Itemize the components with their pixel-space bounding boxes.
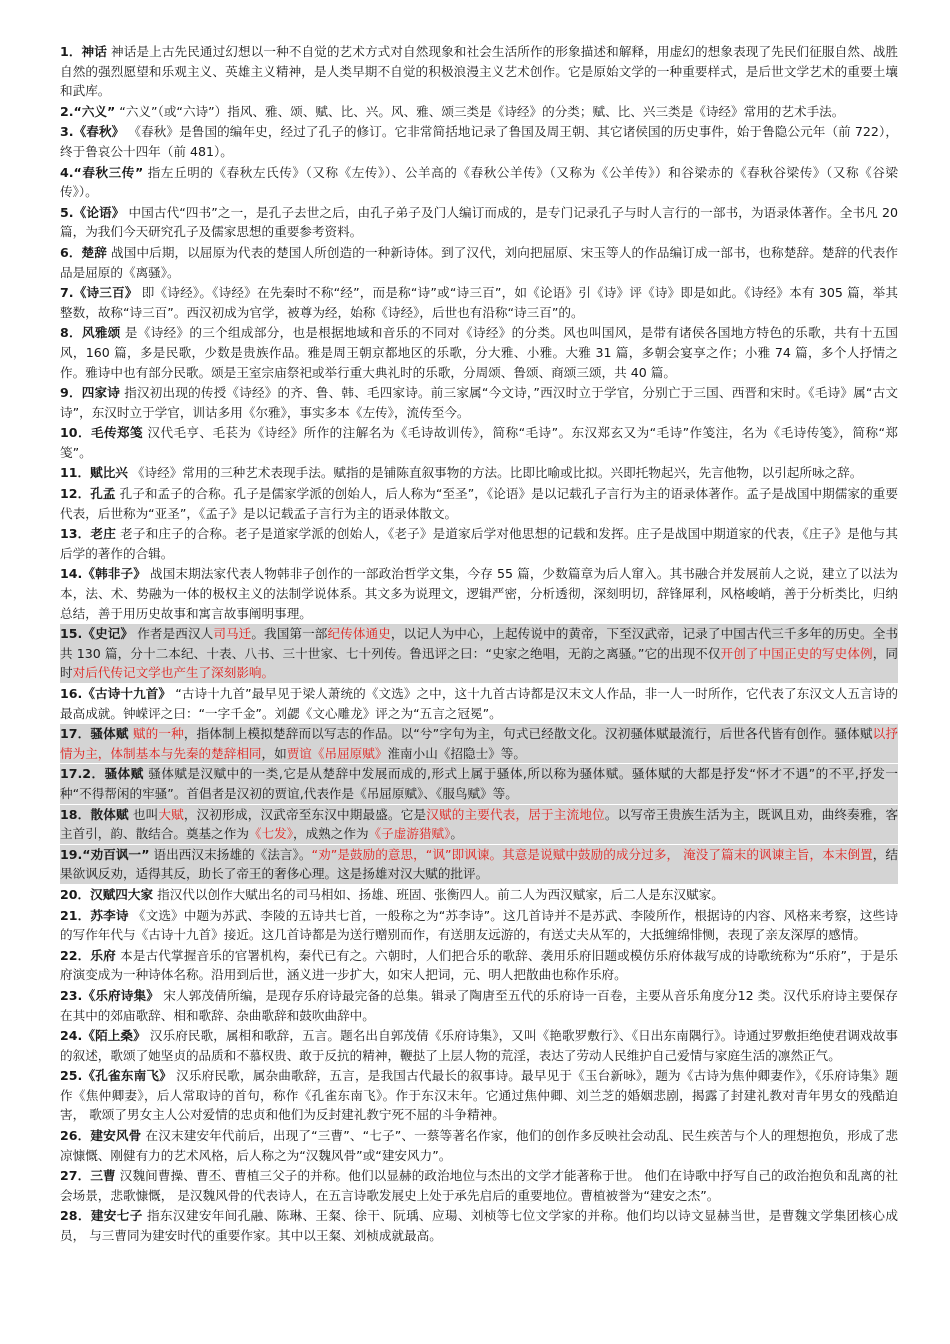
glossary-entry [60,764,898,803]
entry-term: 18．散体赋 [60,806,129,822]
glossary-entry [60,684,898,723]
entry-term: 1．神话 [60,44,107,59]
entry-term: 6．楚辞 [60,244,107,260]
entry-text: 作者是西汉人 [133,626,214,642]
entry-term: 20．汉赋四大家 [60,886,154,902]
glossary-entry [60,423,898,462]
entry-term: 5.《论语》 [60,204,125,220]
glossary-entry [60,1206,898,1245]
entry-text: 《文选》中题为苏武、李陵的五诗共七首，一般称之为“苏李诗”。这几首诗并不是苏武、李陵所作，根据诗的内容、风格来考察，这些诗的写作年代与《古诗十九首》接近。这几首诗都是为送行赠别而作，有送朋友远游的，有送丈夫从军的，大抵缠绵悱恻，表现了亲友深厚的感情。 [60,907,898,943]
entry-text: ，以记人为中心，上起传说中的黄帝，下至汉武帝，记录了中国古代三千多年的历史。全书共 130 篇，分十二本纪、十表、八书、三十世家、七十列传。鲁迅评之曰：“史家之绝唱，无韵之离骚。”它的出现不仅 [60,626,899,661]
glossary-entry [60,122,898,161]
entry-text: ，成熟之作为 [292,826,369,842]
highlighted-text: 汉赋的主要代表，居于主流地位 [426,806,605,822]
entry-term: 11．赋比兴 [60,465,128,481]
entry-text: 《诗经》常用的三种艺术表现手法。赋指的是铺陈直叙事物的方法。比即比喻或比拟。兴即托物起兴，先言他物，以引起所咏之辞。 [127,465,863,481]
entry-text: 指东汉建安年间孔融、陈琳、王粲、徐干、阮瑀、应瑒、刘桢等七位文学家的并称。他们均以诗文显赫当世，是曹魏文学集团核心成员， 与三曹同为建安时代的重要作家。其中以王粲、刘桢成就最高。 [60,1208,898,1244]
glossary-entry [60,845,898,884]
entry-term: 4.“春秋三传” [60,164,144,180]
entry-term: 14.《韩非子》 [60,566,146,582]
entry-text: 汉乐府民歌，属杂曲歌辞，五言，是我国古代最长的叙事诗。最早见于《玉台新咏》，题为《古诗为焦仲卿妻作》，《乐府诗集》题作《焦仲卿妻》，后人常取诗的首句，称作《孔雀东南飞》。作于东汉末年。它通过焦仲卿、刘兰芝的婚姻悲剧，揭露了封建礼教对青年男女的残酷迫害， 歌颂了男女主人公对爱情的忠贞和他们为反封建礼教宁死不屈的斗争精神。 [60,1068,898,1123]
entry-term: 23.《乐府诗集》 [60,987,160,1003]
glossary-entry [60,283,898,322]
entry-term: 21．苏李诗 [60,907,129,923]
glossary-entry [60,986,898,1025]
glossary-entry [60,624,898,683]
highlighted-text: 开创了中国正史的写史体例 [720,645,873,661]
entry-term: 24.《陌上桑》 [60,1028,146,1044]
entry-text: 战国末期法家代表人物韩非子创作的一部政治哲学文集，今存 55 篇，少数篇章为后人窜入。其书融合并发展前人之说，建立了以法为本，法、术、势融为一体的极权主义的法制学说体系。其文多为说理文，逻辑严密，分析透彻，深刻明切，辞锋犀利，风格峻峭，善于分析类比，归纳总结，善于用历史故事和寓言故事阐明事理。 [60,566,898,621]
entry-text: 老子和庄子的合称。老子是道家学派的创始人，《老子》是道家后学对他思想的记载和发挥。庄子是战国中期道家的代表，《庄子》是他与其后学的著作的合辑。 [60,526,899,561]
entry-text: ，同时 [60,645,899,681]
glossary-entry [60,1126,898,1165]
entry-text: 也叫 [128,806,159,822]
highlighted-text: 以抒情为主，体制基本与先秦的楚辞相同 [60,726,898,761]
entry-text: “六义”（或“六诗”）指风、雅、颂、赋、比、兴。风、雅、颂三类是《诗经》的分类；赋、比、兴三类是《诗经》常用的艺术手法。 [115,103,845,119]
glossary-entry [60,484,898,523]
entry-text: 。 [450,826,463,842]
highlighted-text: “劝”是鼓励的意思，“讽”即讽谏。其意是说赋中鼓励的成分过多， 淹没了篇末的讽谏主旨，本末倒置 [311,846,873,862]
glossary-entry [60,203,898,242]
highlighted-text: 对后代传记文学也产生了深刻影响。 [72,665,275,681]
entry-text: 中国古代“四书”之一，是孔子去世之后，由孔子弟子及门人编订而成的，是专门记录孔子与时人言行的一部书，为语录体著作。全书凡 20 篇，为我们今天研究孔子及儒家思想的重要参考资料。 [60,204,898,240]
entry-text: ，结果欲讽反劝，适得其反，助长了帝王的奢侈心理。这是扬雄对汉大赋的批评。 [60,846,898,882]
glossary-entry [60,946,898,985]
entry-text: 。以写帝王贵族生活为主，既讽且劝，曲终奏雅，客主首引，韵、散结合。奠基之作为 [60,806,899,842]
entry-text: 指左丘明的《春秋左氏传》（又称《左传》）、公羊高的《春秋公羊传》（又称为《公羊传》）和谷梁赤的《春秋谷梁传》（又称《谷梁传》）。 [60,164,898,200]
entry-text: ，汉初形成，汉武帝至东汉中期最盛。它是 [183,806,427,822]
entry-text: 神话是上古先民通过幻想以一种不自觉的艺术方式对自然现象和社会生活所作的形象描述和解释，用虚幻的想象表现了先民们征服自然、战胜自然的强烈愿望和乐观主义、英雄主义精神，是人类早期不自觉的积极浪漫主义艺术创作。它是原始文学的一种重要样式，是后世文学艺术的重要土壤和武库。 [60,44,898,99]
entry-text: 淮南小山《招隐士》等。 [387,745,526,761]
entry-term: 16.《古诗十九首》 [60,686,172,701]
entry-text: 是《诗经》的三个组成部分，也是根据地域和音乐的不同对《诗经》的分类。风也叫国风，是带有诸侯各国地方特色的乐歌，共有十五国风，160 篇，多是民歌，少数是贵族作品。雅是周王朝京都地区的乐歌，分大雅、小雅。大雅 31 篇，多朝会宴享之作；小雅 74 篇，多个人抒情之作。雅诗中也有部分民歌。颂是王室宗庙祭祀或举行重大典礼时的乐歌，分周颂、鲁颂、商颂三颂，共 40 篇。 [60,325,898,380]
glossary-entry [60,383,898,422]
entry-text: 汉魏间曹操、曹丕、曹植三父子的并称。他们以显赫的政治地位与杰出的文学才能著称于世。 他们在诗歌中抒写自己的政治抱负和乱离的社会场景，悲歌慷慨， 是汉魏风骨的代表诗人，在五言诗歌发展史上处于承先启后的重要地位。曹植被誉为“建安之杰”。 [60,1168,898,1203]
glossary-entry [60,323,898,382]
glossary-entry [60,463,898,483]
glossary-entry [60,163,898,202]
entry-term: 27．三曹 [60,1168,116,1184]
entry-text: 汉代毛亨、毛苌为《诗经》所作的注解名为《毛诗故训传》，简称“毛诗”。东汉郑玄又为“毛诗”作笺注，名为《毛诗传笺》，简称“郑笺”。 [60,425,898,460]
highlighted-text: 司马迁 [213,626,252,642]
glossary-entry [60,885,898,905]
highlighted-text: 大赋 [158,806,184,822]
glossary-entry [60,724,898,763]
entry-term: 10．毛传郑笺 [60,425,144,441]
entry-term: 22．乐府 [60,947,116,963]
entry-text: 即《诗经》。《诗经》在先秦时不称“经”，而是称“诗”或“诗三百”，如《论语》引《诗》评《诗》即是如此。《诗经》本有 305 篇，举其整数，故称“诗三百”。西汉初成为官学，被尊为经，始称《诗经》，后世也有沿称“诗三百”的。 [60,285,898,320]
entry-text: 。我国第一部 [251,626,328,642]
entry-text: 语出西汉末扬雄的《法言》。 [149,846,312,862]
glossary-entry [60,1026,898,1065]
highlighted-text: 《七发》 [248,826,293,842]
glossary-entry [60,1166,898,1205]
glossary-entry [60,805,898,844]
entry-text: 汉乐府民歌，属相和歌辞，五言。题名出自郭茂倩《乐府诗集》，又叫《艳歌罗敷行》、《日出东南隅行》。诗通过罗敷拒绝使君调戏故事的叙述，歌颂了她坚贞的品质和不慕权贵、敢于反抗的精神，鞭挞了上层人物的荒淫，表达了劳动人民维护自己爱情与家庭生活的凛然正气。 [60,1028,898,1063]
entry-text: 指汉代以创作大赋出名的司马相如、扬雄、班固、张衡四人。前二人为西汉赋家，后二人是东汉赋家。 [153,886,724,902]
entry-term: 25.《孔雀东南飞》 [60,1068,172,1084]
highlighted-text: 纪传体通史 [327,626,391,642]
entry-term: 26．建安风骨 [60,1128,142,1144]
entry-text: 《春秋》是鲁国的编年史，经过了孔子的修订。它非常简括地记录了鲁国及周王朝、其它诸侯国的历史事件，始于鲁隐公元年（前 722），终于鲁哀公十四年（前 481）。 [60,124,898,159]
entry-term: 9．四家诗 [60,385,121,401]
entry-term: 17.2．骚体赋 [60,766,144,782]
entry-text: ，如 [261,745,287,761]
glossary-entry [60,524,898,563]
glossary-entry [60,1066,898,1125]
entry-term: 2.“六义” [60,103,116,119]
glossary-entry [60,42,898,101]
entry-term: 8．风雅颂 [60,325,121,341]
entry-term: 28．建安七子 [60,1208,143,1224]
entry-term: 3.《春秋》 [60,124,125,140]
glossary-entry [60,906,898,945]
entry-term: 12．孔孟 [60,486,116,502]
entry-term: 19.“劝百讽一” [60,846,150,862]
glossary-entry [60,243,898,282]
highlighted-text: 贾谊《吊屈原赋》 [286,745,388,761]
entry-text: 骚体赋是汉赋中的一类,它是从楚辞中发展而成的,形式上属于骚体,所以称为骚体赋。骚体赋的大都是抒发“怀才不遇”的不平,抒发一种“不得帮闲的牢骚”。首倡者是汉初的贾谊,代表作是《吊屈原赋》、《服鸟赋》等。 [60,766,898,801]
entry-term: 7.《诗三百》 [60,285,138,301]
entry-text: 孔子和孟子的合称。孔子是儒家学派的创始人，后人称为“至圣”，《论语》是以记载孔子言行为主的语录体著作。孟子是战国中期儒家的重要代表，后世称为“亚圣”，《孟子》是以记载孟子言行为主的语录体散文。 [60,486,898,521]
entry-text: 本是古代掌握音乐的官署机构，秦代已有之。六朝时，人们把合乐的歌辞、袭用乐府旧题或模仿乐府体裁写成的诗歌统称为“乐府”，于是乐府演变成为一种诗体名称。沿用到后世，涵义进一步扩大，如宋人把词，元、明人把散曲也称作乐府。 [60,947,898,983]
entry-term: 15.《史记》 [60,626,134,642]
entry-term: 13．老庄 [60,526,116,542]
entry-text: ，指体制上模拟楚辞而以写志的作品。以“兮”字句为主，句式已经散文化。汉初骚体赋最流行，后世各代皆有创作。骚体赋 [183,726,873,742]
glossary-entry [60,102,898,122]
entry-text: 宋人郭茂倩所编，是现存乐府诗最完备的总集。辑录了陶唐至五代的乐府诗一百卷，主要从音乐角度分12 类。汉代乐府诗主要保存在其中的郊庙歌辞、相和歌辞、杂曲歌辞和鼓吹曲辞中。 [60,987,898,1023]
entry-text: 在汉末建安年代前后，出现了“三曹”、“七子”、一蔡等著名作家，他们的创作多反映社会动乱、民生疾苦与个人的理想抱负，形成了悲凉慷慨、刚健有力的艺术风格，后人称之为“汉魏风骨”或“建安风力”。 [60,1128,898,1163]
highlighted-text: 《子虚游猎赋》 [368,826,451,842]
highlighted-text: 赋的一种 [132,726,184,742]
document-body [60,42,898,1247]
entry-text: 指汉初出现的传授《诗经》的齐、鲁、韩、毛四家诗。前三家属“今文诗，”西汉时立于学官，分别亡于三国、西晋和宋时。《毛诗》属“古文诗”，东汉时立于学官，训诂多用《尔雅》，事实多本《左传》，流传至今。 [60,385,898,420]
entry-term: 17．骚体赋 [60,726,129,742]
entry-text: 战国中后期，以屈原为代表的楚国人所创造的一种新诗体。到了汉代，刘向把屈原、宋玉等人的作品编订成一部书，也称楚辞。楚辞的代表作品是屈原的《离骚》。 [60,244,898,280]
entry-text: “古诗十九首”最早见于梁人萧统的《文选》之中，这十九首古诗都是汉末文人作品，非一人一时所作，它代表了东汉文人五言诗的最高成就。钟嵘评之曰：“一字千金”。刘勰《文心雕龙》评之为“五言之冠冕”。 [60,686,898,721]
glossary-entry [60,564,898,623]
